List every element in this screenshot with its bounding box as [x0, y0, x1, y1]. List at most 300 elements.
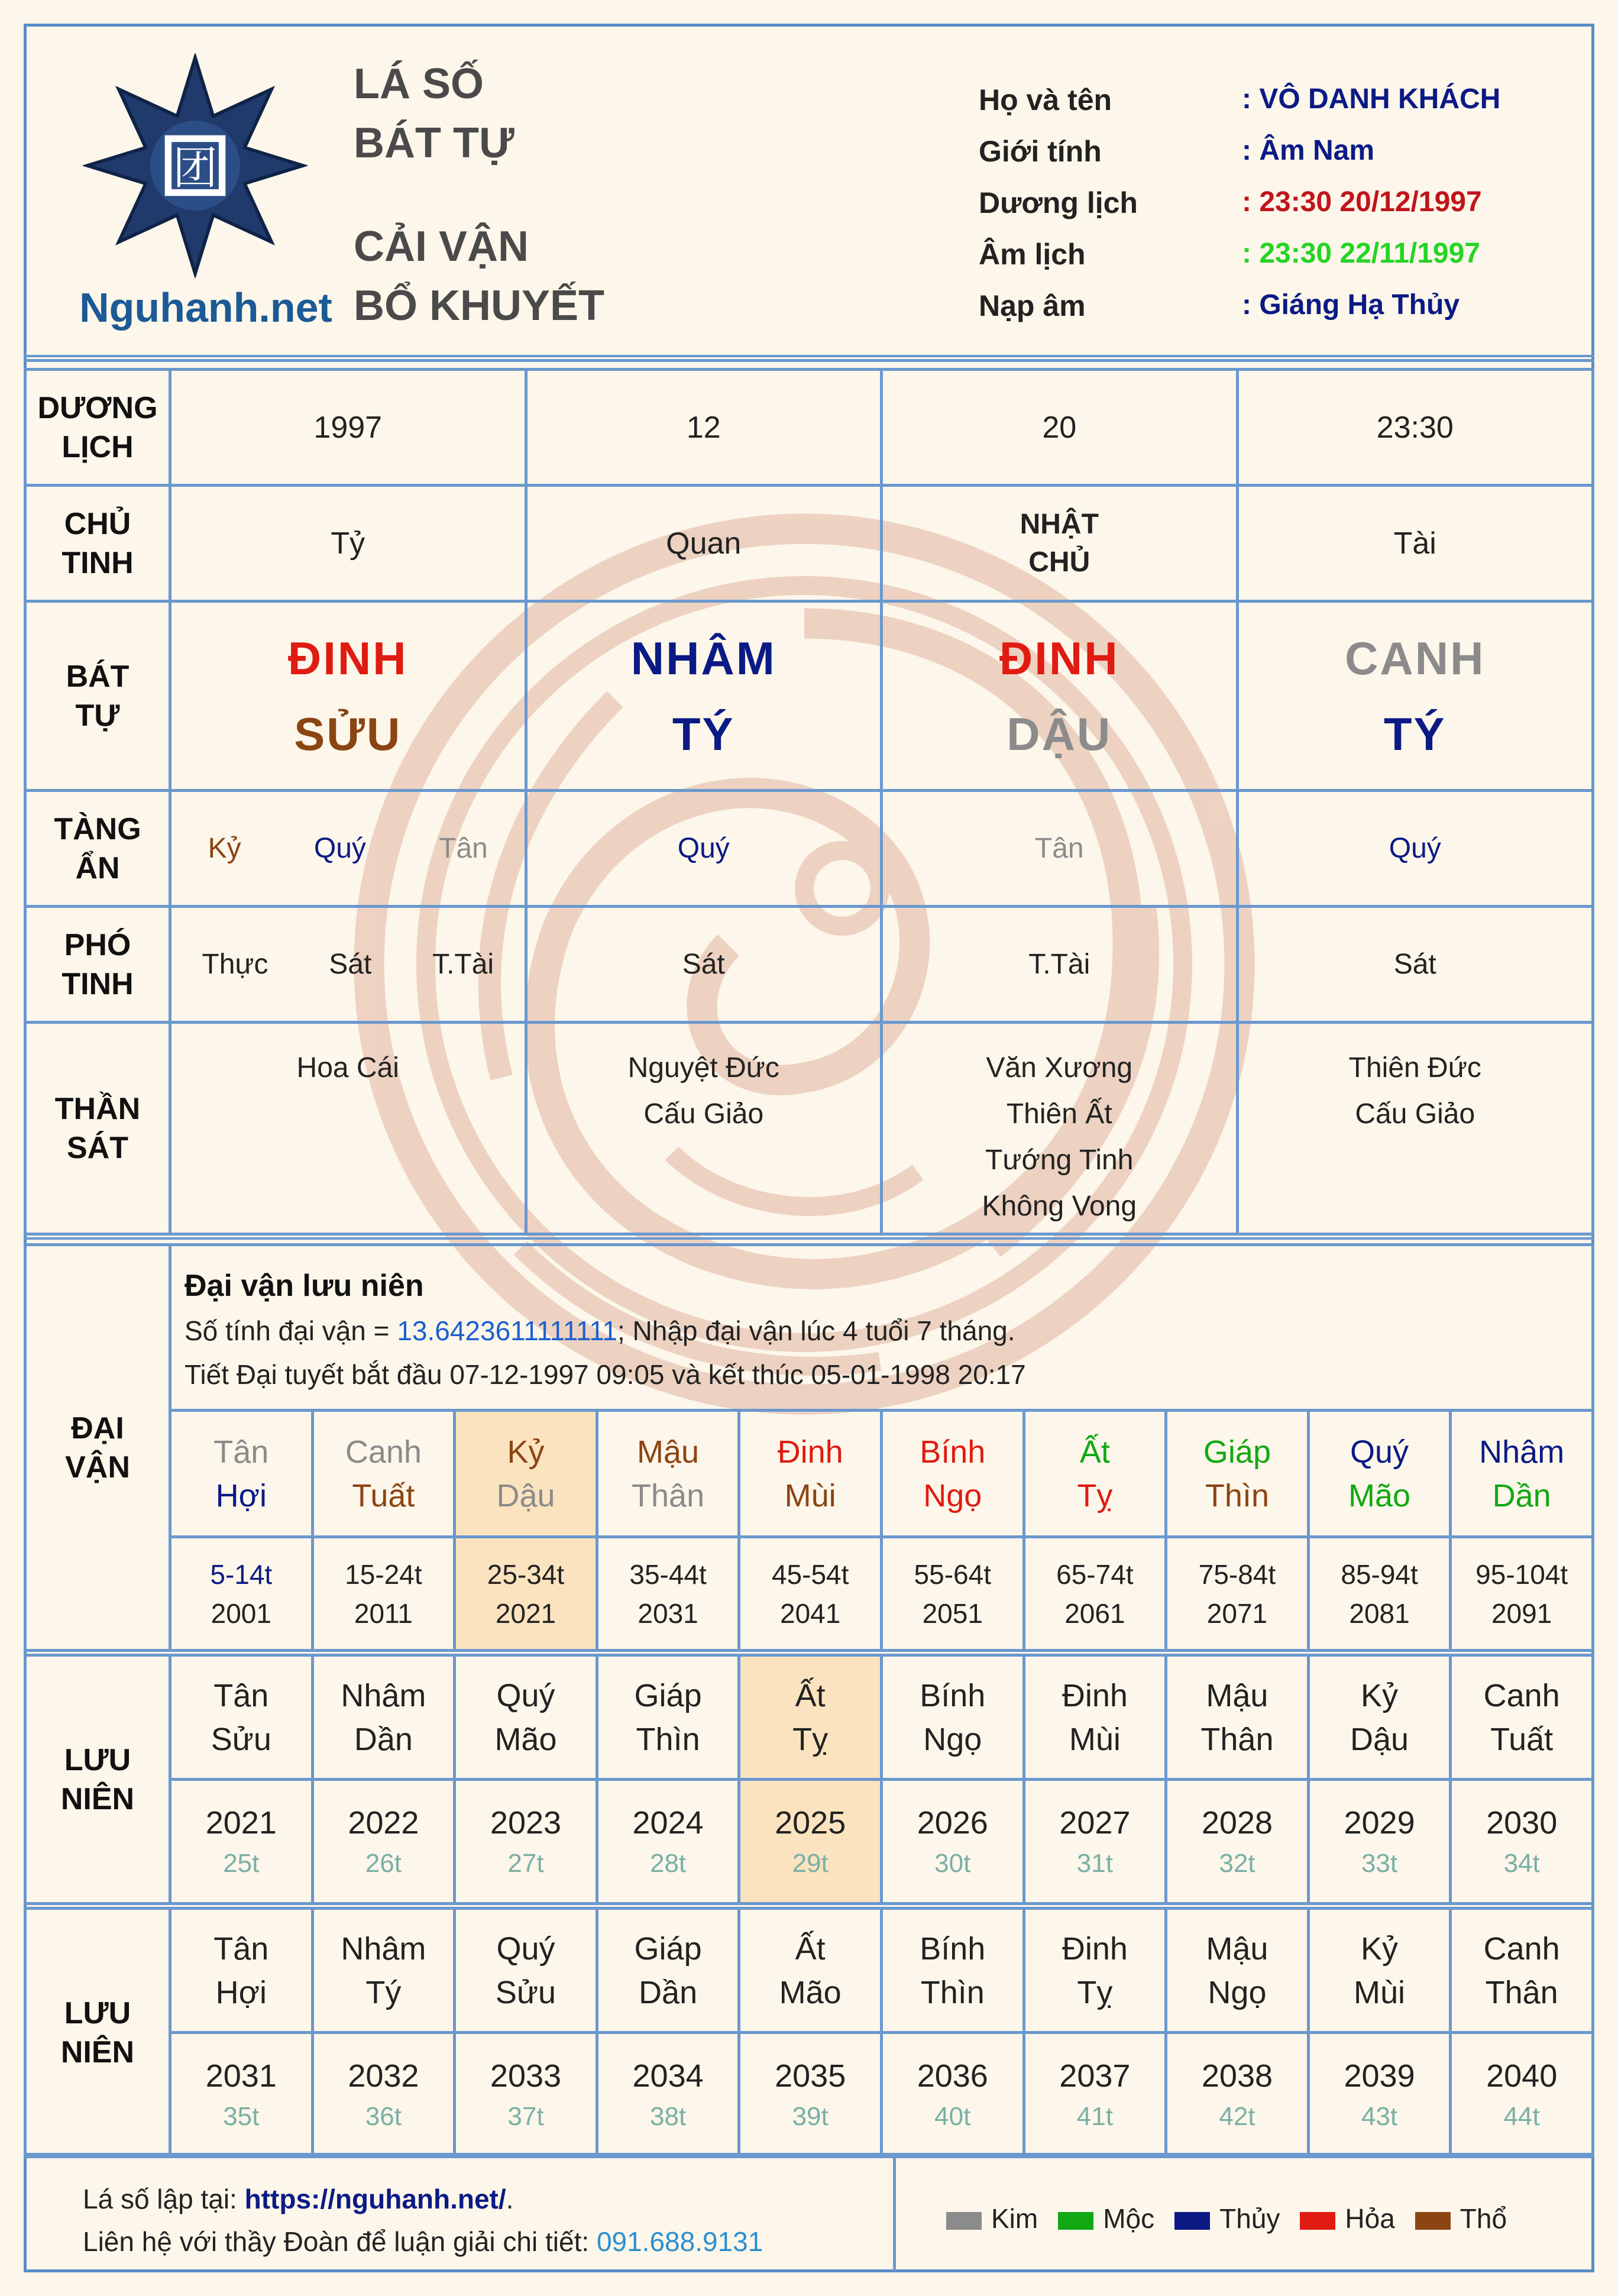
luu-nien-1-year: 2022 — [348, 1805, 419, 1841]
luu-nien-2-age: 41t — [1076, 2101, 1113, 2131]
secondary-star: T.Tài — [1028, 948, 1090, 980]
luu-nien-2-year-cell — [455, 2033, 597, 2157]
secondary-star: Sát — [682, 948, 725, 980]
dai-van-line-1-prefix: Số tính đại vận = — [185, 1315, 397, 1346]
dai-van-can: Mậu — [637, 1434, 700, 1470]
dai-van-can: Quý — [1350, 1434, 1409, 1470]
luu-nien-1-year-cell — [1024, 1780, 1166, 1904]
dai-van-age-range: 55-64t — [914, 1558, 991, 1590]
dai-van-ganzhi — [455, 1411, 597, 1537]
hidden-stem: Quý — [1389, 832, 1441, 864]
site-name: Nguhanh.net — [79, 284, 332, 331]
luu-nien-1-year-cell — [739, 1780, 882, 1904]
label-bat-tu: BÁT TỰ — [25, 602, 170, 791]
pho-tinh-group — [528, 908, 881, 1021]
luu-nien-2-chi: Tỵ — [1077, 1974, 1113, 2010]
header — [24, 24, 1594, 362]
legend-item — [1415, 2203, 1507, 2234]
luu-nien-2-chi: Sửu — [495, 1974, 556, 2010]
dai-van-ganzhi-row — [25, 1411, 1593, 1537]
luu-nien-1-year-cell — [170, 1780, 313, 1904]
title-line-3: CẢI VẬN — [354, 223, 529, 270]
luu-nien-2-chi: Thân — [1485, 1974, 1558, 2010]
luu-nien-table-2 — [24, 1907, 1594, 2158]
luu-nien-1-year-row — [25, 1780, 1593, 1904]
duong-lich-month: 12 — [526, 370, 882, 486]
duong-lich-day: 20 — [882, 370, 1238, 486]
luu-nien-1-age: 34t — [1503, 1848, 1540, 1878]
luu-nien-2-age: 37t — [507, 2101, 544, 2131]
pho-tinh-group — [171, 908, 525, 1021]
tang-an-cell — [526, 791, 882, 907]
luu-nien-2-can: Tân — [213, 1930, 269, 1967]
secondary-star: T.Tài — [432, 948, 494, 980]
pillar-can: CANH — [1345, 632, 1486, 684]
luu-nien-2-year-cell — [1308, 2033, 1451, 2157]
info-label: Nạp âm — [979, 289, 1086, 322]
luu-nien-2-year: 2031 — [205, 2058, 277, 2094]
than-sat-item: Hoa Cái — [296, 1052, 399, 1084]
hidden-stem: Quý — [313, 832, 366, 864]
site-link[interactable]: https://nguhanh.net/ — [244, 2184, 506, 2214]
luu-nien-1-year: 2025 — [775, 1805, 846, 1841]
dai-van-ganzhi — [170, 1411, 313, 1537]
pillar-can: NHÂM — [630, 632, 776, 684]
luu-nien-1-age: 27t — [507, 1848, 544, 1878]
made-at-end: . — [506, 2184, 514, 2214]
dai-van-chi: Tuất — [352, 1477, 415, 1514]
than-sat-cell — [1237, 1023, 1593, 1234]
dai-van-age-range: 75-84t — [1198, 1558, 1276, 1590]
label-chu-tinh: CHỦ TINH — [25, 486, 170, 602]
dai-van-age — [1024, 1537, 1166, 1651]
luu-nien-1-age: 32t — [1219, 1848, 1255, 1878]
dai-van-age — [455, 1537, 597, 1651]
than-sat-item: Tướng Tinh — [985, 1144, 1134, 1176]
luu-nien-1-chi: Dần — [354, 1721, 413, 1757]
luu-nien-2-can: Ất — [795, 1930, 826, 1967]
than-sat-item: Văn Xương — [986, 1052, 1133, 1084]
phone-link[interactable]: 091.688.9131 — [596, 2226, 763, 2257]
legend-label: Mộc — [1103, 2203, 1155, 2234]
dai-van-age — [597, 1537, 739, 1651]
dai-van-age — [1308, 1537, 1451, 1651]
label-tang-an: TÀNG ẨN — [25, 791, 170, 907]
dai-van-age — [312, 1537, 455, 1651]
legend-label: Thủy — [1219, 2203, 1280, 2234]
than-sat-cell — [526, 1023, 882, 1234]
luu-nien-2-age: 36t — [365, 2101, 402, 2131]
luu-nien-table-1 — [24, 1654, 1594, 1905]
info-value: : Âm Nam — [1242, 135, 1375, 166]
dai-van-age — [1166, 1537, 1309, 1651]
luu-nien-1-year-cell — [455, 1780, 597, 1904]
dai-van-chi: Dậu — [496, 1477, 555, 1514]
luu-nien-1-can: Canh — [1483, 1677, 1560, 1713]
luu-nien-2-year: 2036 — [917, 2058, 988, 2094]
than-sat-cell — [170, 1023, 526, 1234]
luu-nien-2-can: Kỷ — [1361, 1930, 1399, 1967]
luu-nien-1-year: 2029 — [1344, 1805, 1415, 1841]
chu-tinh-day: NHẬT CHỦ — [882, 486, 1238, 602]
luu-nien-1-chi: Sửu — [211, 1721, 271, 1757]
luu-nien-1-ganzhi — [312, 1655, 455, 1780]
info-value: : 23:30 22/11/1997 — [1242, 238, 1481, 269]
tang-an-cell — [1237, 791, 1593, 907]
dai-van-age — [739, 1537, 882, 1651]
pillar-chi: TÝ — [672, 707, 735, 760]
dai-van-age-range: 85-94t — [1341, 1558, 1418, 1590]
luu-nien-2-chi: Tý — [365, 1974, 402, 2010]
dai-van-ganzhi — [1024, 1411, 1166, 1537]
label-than-sat: THẦN SÁT — [25, 1023, 170, 1234]
luu-nien-1-ganzhi — [739, 1655, 882, 1780]
label-luu-nien-2: LƯU NIÊN — [25, 1909, 170, 2157]
luu-nien-2-year-cell — [597, 2033, 739, 2157]
luu-nien-1-year-cell — [1451, 1780, 1593, 1904]
luu-nien-2-chi: Mùi — [1354, 1974, 1406, 2010]
dai-van-chi: Hợi — [215, 1477, 267, 1514]
luu-nien-1-year: 2023 — [490, 1805, 562, 1841]
dai-van-age-range: 45-54t — [771, 1558, 849, 1590]
info-label: Giới tính — [979, 135, 1102, 168]
luu-nien-2-year-row — [25, 2033, 1593, 2157]
dai-van-can: Bính — [920, 1434, 986, 1470]
luu-nien-1-age: 28t — [649, 1848, 687, 1878]
luu-nien-2-ganzhi — [455, 1909, 597, 2033]
luu-nien-2-ganzhi — [739, 1909, 882, 2033]
luu-nien-1-year-cell — [597, 1780, 739, 1904]
luu-nien-1-year-cell — [1166, 1780, 1309, 1904]
luu-nien-1-chi: Thân — [1200, 1721, 1274, 1757]
dai-van-chi: Tỵ — [1077, 1477, 1113, 1514]
info-label: Âm lịch — [979, 238, 1086, 271]
legend-item — [1058, 2203, 1154, 2234]
pho-tinh-cell — [170, 907, 526, 1023]
hidden-stem: Kỷ — [208, 832, 241, 864]
dai-van-start-year: 2091 — [1491, 1598, 1552, 1629]
luu-nien-1-ganzhi — [1451, 1655, 1593, 1780]
secondary-star: Sát — [329, 948, 372, 980]
dai-van-can: Đinh — [777, 1434, 843, 1470]
luu-nien-1-year-cell — [881, 1780, 1024, 1904]
luu-nien-2-age: 38t — [649, 2101, 687, 2131]
dai-van-age-range: 5-14t — [210, 1558, 273, 1590]
secondary-star: Thực — [202, 948, 268, 980]
title-line-1: LÁ SỐ — [354, 60, 484, 108]
hidden-stem: Tân — [439, 832, 488, 864]
dai-van-chi: Thìn — [1205, 1477, 1269, 1514]
dai-van-table — [24, 1243, 1594, 1652]
luu-nien-2-year-cell — [1166, 2033, 1309, 2157]
dai-van-ganzhi — [739, 1411, 882, 1537]
dai-van-heading: Đại vận lưu niên — [185, 1269, 424, 1303]
luu-nien-2-year: 2039 — [1344, 2058, 1415, 2094]
luu-nien-1-ganzhi — [1308, 1655, 1451, 1780]
chu-tinh-month: Quan — [526, 486, 882, 602]
label-pho-tinh: PHÓ TINH — [25, 907, 170, 1023]
dai-van-can: Nhâm — [1479, 1434, 1565, 1470]
dai-van-start-year: 2021 — [495, 1598, 556, 1629]
luu-nien-1-year: 2024 — [632, 1805, 704, 1841]
info-value: : VÔ DANH KHÁCH — [1242, 83, 1501, 115]
chu-tinh-hour: Tài — [1237, 486, 1593, 602]
luu-nien-2-year-cell — [739, 2033, 882, 2157]
pillar-chi: SỬU — [294, 707, 402, 760]
luu-nien-1-ganzhi-row — [25, 1655, 1593, 1780]
dai-van-age-row — [25, 1537, 1593, 1651]
legend-swatch — [1058, 2212, 1093, 2230]
label-luu-nien-1: LƯU NIÊN — [25, 1655, 170, 1904]
footer-contact — [83, 2221, 763, 2262]
luu-nien-2-year: 2040 — [1486, 2058, 1558, 2094]
dai-van-ganzhi — [1451, 1411, 1593, 1537]
dai-van-line-2: Tiết Đại tuyết bắt đầu 07-12-1997 09:05 và kết thúc 05-01-1998 20:17 — [185, 1359, 1026, 1390]
main-table — [24, 368, 1594, 1236]
pho-tinh-group — [1239, 908, 1592, 1021]
dai-van-start-year: 2011 — [354, 1598, 413, 1629]
than-sat-item: Thiên Đức — [1348, 1052, 1481, 1084]
pillar-can: ĐINH — [287, 632, 408, 684]
luu-nien-2-ganzhi — [1451, 1909, 1593, 2033]
dai-van-age-range: 95-104t — [1475, 1558, 1568, 1590]
info-label: Dương lịch — [979, 186, 1138, 219]
dai-van-info — [170, 1245, 1593, 1411]
luu-nien-2-year: 2034 — [632, 2058, 704, 2094]
bat-tu-pillar — [526, 602, 882, 791]
luu-nien-2-can: Canh — [1483, 1930, 1560, 1967]
title-line-2: BÁT TỰ — [354, 119, 514, 167]
dai-van-can: Giáp — [1203, 1434, 1271, 1470]
secondary-star: Sát — [1393, 948, 1436, 980]
dai-van-can: Kỷ — [507, 1434, 545, 1470]
luu-nien-1-can: Nhâm — [341, 1677, 426, 1713]
title-line-4: BỔ KHUYẾT — [354, 282, 605, 329]
info-value: : Giáng Hạ Thủy — [1242, 289, 1460, 321]
dai-van-start-year: 2031 — [638, 1598, 698, 1629]
luu-nien-2-age: 39t — [792, 2101, 829, 2131]
dai-van-start-year: 2081 — [1349, 1598, 1410, 1629]
luu-nien-2-year: 2037 — [1059, 2058, 1131, 2094]
dai-van-line-1 — [185, 1309, 1591, 1353]
dai-van-age-range: 65-74t — [1056, 1558, 1134, 1590]
pho-tinh-cell — [882, 907, 1238, 1023]
dai-van-can: Ất — [1079, 1434, 1110, 1470]
luu-nien-1-year: 2030 — [1486, 1805, 1558, 1841]
element-legend — [946, 2202, 1527, 2235]
pho-tinh-cell — [526, 907, 882, 1023]
luu-nien-1-chi: Mão — [494, 1721, 557, 1757]
tang-an-group — [883, 792, 1236, 905]
dai-van-ganzhi — [1308, 1411, 1451, 1537]
dai-van-age — [881, 1537, 1024, 1651]
dai-van-ganzhi — [597, 1411, 739, 1537]
luu-nien-2-year-cell — [1451, 2033, 1593, 2157]
footer-made-at — [83, 2178, 513, 2220]
luu-nien-1-year-cell — [1308, 1780, 1451, 1904]
luu-nien-1-year: 2028 — [1201, 1805, 1273, 1841]
luu-nien-1-chi: Mùi — [1069, 1721, 1121, 1757]
row-pho-tinh — [25, 907, 1593, 1023]
luu-nien-2-age: 44t — [1503, 2101, 1540, 2131]
dai-van-ganzhi — [881, 1411, 1024, 1537]
luu-nien-1-ganzhi — [1166, 1655, 1309, 1780]
luu-nien-1-year: 2026 — [917, 1805, 988, 1841]
footer — [24, 2153, 1594, 2271]
tang-an-group — [528, 792, 881, 905]
contact-label: Liên hệ với thầy Đoàn để luận giải chi tiết: — [83, 2226, 597, 2257]
luu-nien-2-ganzhi — [597, 1909, 739, 2033]
dai-van-chi: Dần — [1492, 1477, 1551, 1514]
than-sat-cell — [882, 1023, 1238, 1234]
pillar-can: ĐINH — [999, 632, 1119, 684]
luu-nien-1-can: Giáp — [634, 1677, 702, 1713]
luu-nien-2-ganzhi — [1024, 1909, 1166, 2033]
luu-nien-1-year: 2021 — [205, 1805, 277, 1841]
legend-swatch — [1415, 2212, 1451, 2230]
luu-nien-2-year: 2032 — [348, 2058, 419, 2094]
luu-nien-2-chi: Dần — [639, 1974, 698, 2010]
than-sat-item: Cấu Giảo — [643, 1098, 764, 1130]
star-logo-icon — [83, 53, 308, 278]
luu-nien-1-chi: Dậu — [1350, 1721, 1409, 1757]
dai-van-chi: Thân — [632, 1477, 705, 1514]
pho-tinh-cell — [1237, 907, 1593, 1023]
made-at-label: Lá số lập tại: — [83, 2184, 245, 2214]
luu-nien-2-year-cell — [1024, 2033, 1166, 2157]
row-chu-tinh — [25, 486, 1593, 602]
luu-nien-2-age: 35t — [223, 2101, 260, 2131]
dai-van-start-year: 2041 — [780, 1598, 841, 1629]
luu-nien-1-chi: Tỵ — [792, 1721, 829, 1757]
dai-van-chi: Ngọ — [923, 1477, 982, 1514]
than-sat-item: Không Vong — [982, 1191, 1137, 1222]
label-duong-lich: DƯƠNG LỊCH — [25, 370, 170, 486]
dai-van-age-range: 25-34t — [487, 1558, 565, 1590]
dai-van-start-year: 2061 — [1064, 1598, 1125, 1629]
luu-nien-2-year-cell — [881, 2033, 1024, 2157]
bat-tu-pillar — [170, 602, 526, 791]
luu-nien-2-can: Nhâm — [341, 1930, 426, 1967]
dai-van-age — [1451, 1537, 1593, 1651]
luu-nien-1-can: Đinh — [1062, 1677, 1128, 1713]
dai-van-age-range: 15-24t — [345, 1558, 422, 1590]
luu-nien-2-ganzhi — [312, 1909, 455, 2033]
luu-nien-2-year-cell — [170, 2033, 313, 2157]
luu-nien-2-age: 40t — [934, 2101, 971, 2131]
luu-nien-1-chi: Ngọ — [923, 1721, 982, 1757]
pillar-chi: DẬU — [1007, 707, 1112, 760]
dai-van-chi: Mão — [1348, 1477, 1411, 1514]
chu-tinh-year: Tỷ — [170, 486, 526, 602]
luu-nien-2-year-cell — [312, 2033, 455, 2157]
tang-an-group — [171, 792, 525, 905]
luu-nien-2-ganzhi — [1166, 1909, 1309, 2033]
legend-swatch — [946, 2212, 982, 2230]
luu-nien-1-can: Ất — [795, 1677, 826, 1713]
luu-nien-1-year-cell — [312, 1780, 455, 1904]
luu-nien-1-age: 33t — [1361, 1848, 1398, 1878]
tang-an-cell — [170, 791, 526, 907]
legend-swatch — [1300, 2212, 1335, 2230]
duong-lich-hour: 23:30 — [1237, 370, 1593, 486]
dai-van-age-range: 35-44t — [629, 1558, 707, 1590]
legend-item — [1174, 2203, 1280, 2234]
luu-nien-2-can: Mậu — [1206, 1930, 1268, 1967]
luu-nien-1-age: 30t — [934, 1848, 971, 1878]
luu-nien-2-can: Đinh — [1062, 1930, 1128, 1967]
luu-nien-1-can: Kỷ — [1361, 1677, 1399, 1713]
dai-van-line-1-suffix: ; Nhập đại vận lúc 4 tuổi 7 tháng. — [617, 1315, 1015, 1346]
dai-van-start-year: 2071 — [1206, 1598, 1268, 1629]
row-tang-an — [25, 791, 1593, 907]
dai-van-ganzhi — [312, 1411, 455, 1537]
dai-van-can: Tân — [213, 1434, 269, 1470]
luu-nien-1-ganzhi — [597, 1655, 739, 1780]
pillar-chi: TÝ — [1383, 707, 1447, 760]
luu-nien-2-year: 2035 — [775, 2058, 846, 2094]
than-sat-item: Nguyệt Đức — [627, 1052, 779, 1084]
row-duong-lich — [25, 370, 1593, 486]
luu-nien-2-year: 2033 — [490, 2058, 562, 2094]
logo-glyph: 团 — [173, 141, 218, 195]
label-dai-van: ĐẠI VẬN — [25, 1245, 170, 1651]
luu-nien-2-can: Bính — [920, 1930, 986, 1967]
luu-nien-2-chi: Ngọ — [1208, 1974, 1267, 2010]
luu-nien-2-age: 42t — [1219, 2101, 1255, 2131]
legend-label: Kim — [991, 2203, 1038, 2234]
luu-nien-2-ganzhi — [170, 1909, 313, 2033]
dai-van-chi: Mùi — [784, 1477, 836, 1514]
row-bat-tu — [25, 602, 1593, 791]
tang-an-cell — [882, 791, 1238, 907]
legend-label: Thổ — [1460, 2203, 1507, 2234]
luu-nien-2-can: Quý — [496, 1930, 555, 1967]
dai-van-number: 13.6423611111111 — [397, 1315, 617, 1346]
luu-nien-1-age: 29t — [792, 1848, 829, 1878]
luu-nien-1-can: Tân — [213, 1677, 269, 1713]
tang-an-group — [1239, 792, 1592, 905]
info-label: Họ và tên — [979, 83, 1112, 117]
than-sat-item: Thiên Ất — [1006, 1098, 1112, 1130]
than-sat-item: Cấu Giảo — [1355, 1098, 1475, 1130]
dai-van-ganzhi — [1166, 1411, 1309, 1537]
dai-van-start-year: 2051 — [922, 1598, 983, 1629]
legend-item — [1300, 2203, 1394, 2234]
bat-tu-pillar — [882, 602, 1238, 791]
pho-tinh-group — [883, 908, 1236, 1021]
luu-nien-2-chi: Thìn — [920, 1974, 985, 2010]
dai-van-age — [170, 1537, 313, 1651]
luu-nien-2-chi: Mão — [779, 1974, 842, 2010]
luu-nien-1-ganzhi — [881, 1655, 1024, 1780]
luu-nien-1-can: Bính — [920, 1677, 986, 1713]
luu-nien-1-age: 26t — [365, 1848, 402, 1878]
legend-item — [946, 2203, 1038, 2234]
luu-nien-2-chi: Hợi — [215, 1974, 267, 2010]
dai-van-start-year: 2001 — [211, 1598, 271, 1629]
row-than-sat — [25, 1023, 1593, 1234]
legend-swatch — [1174, 2212, 1210, 2230]
luu-nien-2-ganzhi — [1308, 1909, 1451, 2033]
legend-label: Hỏa — [1345, 2203, 1395, 2234]
luu-nien-2-can: Giáp — [634, 1930, 702, 1967]
luu-nien-2-age: 43t — [1361, 2101, 1398, 2131]
duong-lich-year: 1997 — [170, 370, 526, 486]
luu-nien-1-age: 31t — [1076, 1848, 1113, 1878]
luu-nien-1-age: 25t — [223, 1848, 260, 1878]
luu-nien-1-can: Quý — [496, 1677, 555, 1713]
